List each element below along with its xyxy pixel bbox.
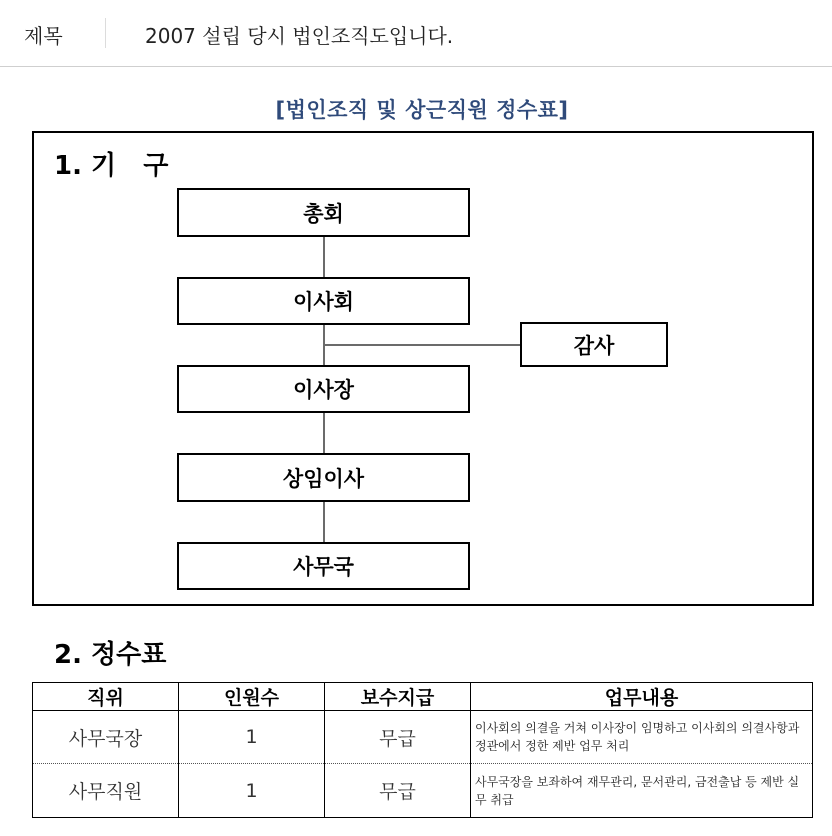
org-node-standing-director [177, 453, 470, 502]
cell-position: 사무직원 [33, 764, 179, 818]
column-header: 업무내용 [471, 683, 813, 711]
section1-heading: 1. 기 구 [54, 151, 169, 181]
org-node-secretariat [177, 542, 470, 590]
connector-assembly-board [323, 236, 325, 278]
title-label: 제목 [24, 24, 63, 48]
org-node-chairman [177, 365, 470, 413]
cell-pay: 무급 [325, 711, 471, 764]
post-title-row [0, 0, 832, 67]
node-label: 상임이사 [282, 466, 365, 491]
cell-pay: 무급 [325, 764, 471, 818]
cell-count: 1 [179, 764, 325, 818]
staffing-table [32, 682, 813, 818]
document-title: [법인조직 및 상근직원 정수표] [275, 98, 569, 122]
org-node-general-assembly [177, 188, 470, 237]
table-header-row [33, 683, 813, 711]
connector-chairman-director [323, 412, 325, 454]
table-row [33, 711, 813, 764]
org-node-auditor [520, 322, 668, 367]
post-title: 2007 설립 당시 법인조직도입니다. [145, 24, 454, 48]
section2-heading: 2. 정수표 [54, 640, 167, 670]
org-node-board [177, 277, 470, 325]
title-divider [105, 18, 106, 48]
node-label: 사무국 [293, 555, 354, 579]
node-label: 이사장 [293, 378, 354, 402]
cell-position: 사무국장 [33, 711, 179, 764]
node-label: 총회 [303, 201, 344, 226]
node-label: 이사회 [293, 290, 354, 314]
column-header: 인원수 [179, 683, 325, 711]
connector-director-secretariat [323, 501, 325, 543]
table-row [33, 764, 813, 818]
column-header: 보수지급 [325, 683, 471, 711]
node-label: 감사 [573, 333, 615, 358]
cell-count: 1 [179, 711, 325, 764]
column-header: 직위 [33, 683, 179, 711]
cell-duty: 이사회의 의결을 거쳐 이사장이 임명하고 이사회의 의결사항과 정관에서 정한 제반 업무 처리 [471, 711, 813, 764]
cell-duty: 사무국장을 보좌하여 재무관리, 문서관리, 금전출납 등 제반 실무 취급 [471, 764, 813, 818]
connector-auditor [324, 344, 522, 346]
